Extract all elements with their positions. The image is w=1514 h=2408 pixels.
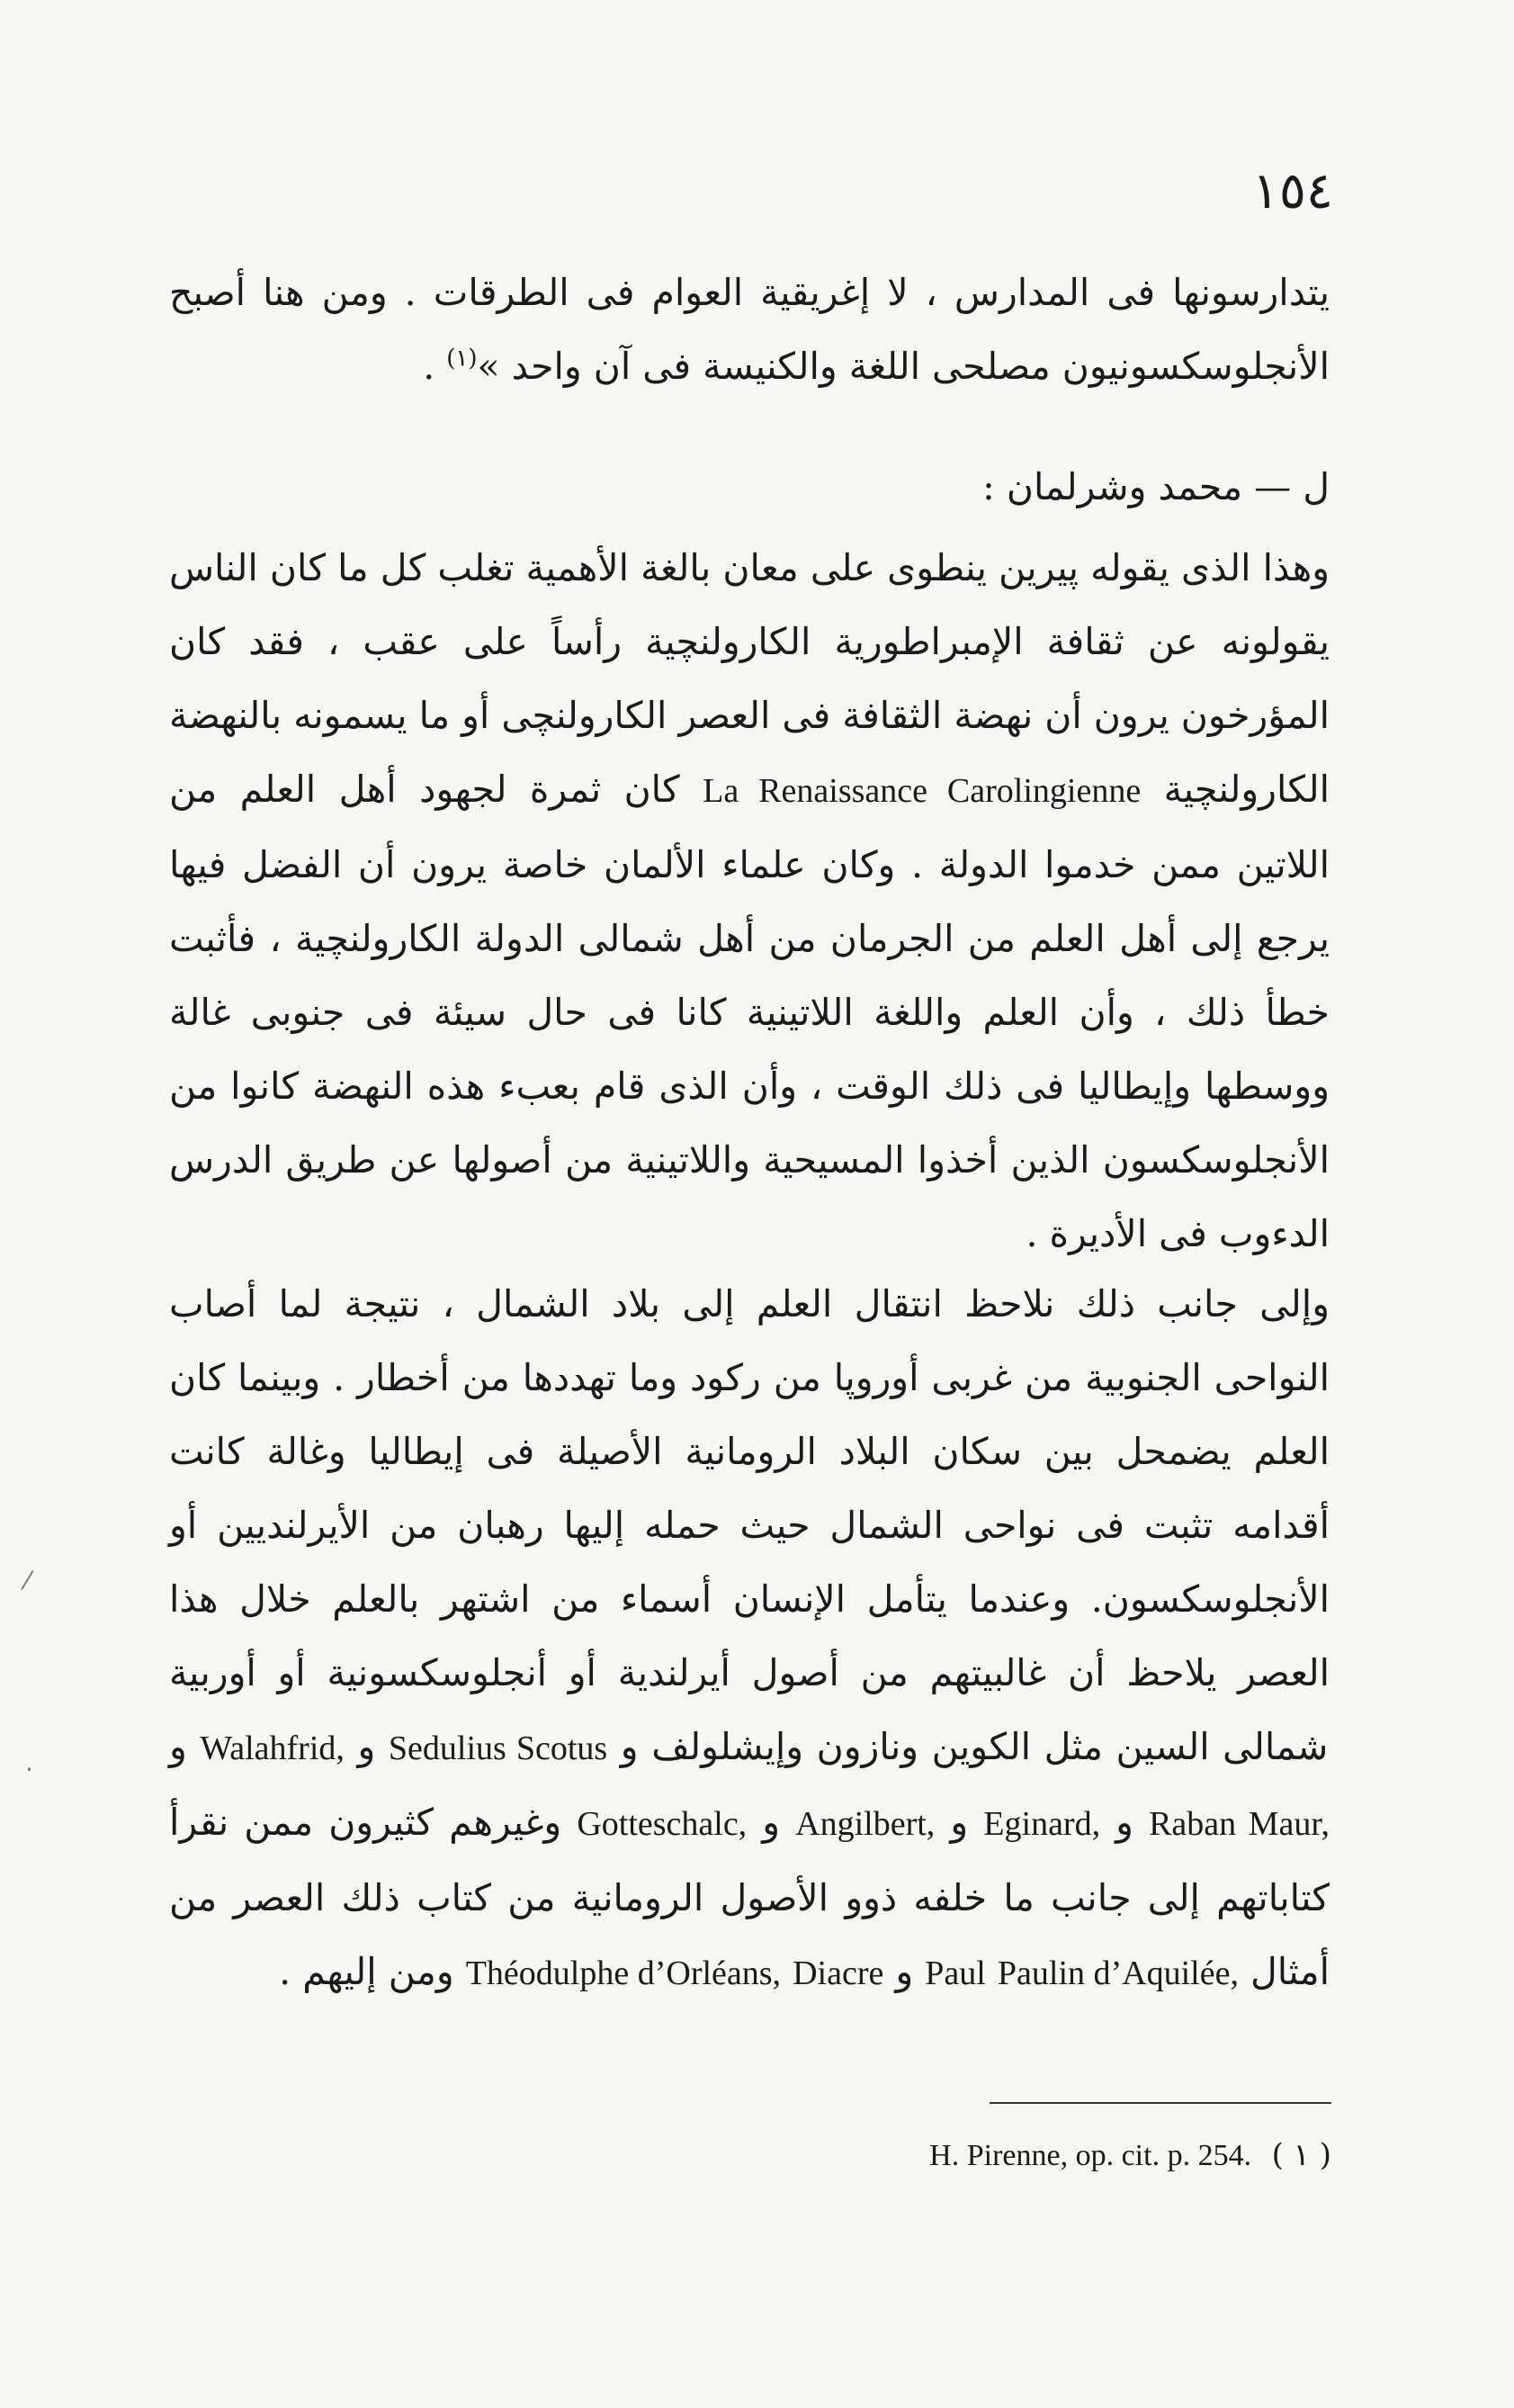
- paragraph-2-part-1: وهذا الذى يقوله پيرين ينطوى على معان بالغة الأهمية تغلب كل ما كان الناس يقولونه عن ثقافة الإمبراطورية الكارولنچية رأساً على عقب ، فقد كان المؤرخون يرون أن نهضة الثقافة فى العصر الكارولنچى أو ما يسمونه بالنهضة الكارولنچية: [169, 546, 1330, 811]
- footnote: [720, 2133, 1331, 2179]
- margin-scan-mark: ⁄: [25, 1566, 30, 1595]
- latin-name-paulin: Paulin d’Aquilée,: [997, 1954, 1239, 1992]
- latin-name-sedulius: Sedulius Scotus: [388, 1730, 608, 1767]
- latin-term-renaissance: La Renaissance Carolingienne: [703, 772, 1142, 810]
- conjunction: و: [935, 1801, 969, 1844]
- paragraph-1-end: .: [423, 345, 447, 388]
- latin-name-walahfrid: Walahfrid,: [200, 1730, 345, 1767]
- paragraph-2: [169, 531, 1330, 1271]
- latin-name-angilbert: Angilbert,: [795, 1805, 936, 1843]
- latin-name-gotteschalc: Gotteschalc,: [577, 1805, 748, 1843]
- paragraph-3-part-2: وغيرهم كثيرون ممن نقرأ كتاباتهم إلى جانب ما خلفه ذوو الأصول الرومانية من كتاب ذلك العصر من أمثال: [169, 1801, 1330, 1993]
- section-heading-text: ل — محمد وشرلمان :: [982, 465, 1330, 508]
- margin-scan-mark: ·: [25, 1755, 33, 1784]
- footnote-marker: ( ١ ): [1271, 2137, 1331, 2173]
- conjunction: و: [169, 1725, 187, 1768]
- paragraph-3-part-3: ومن إليهم .: [279, 1950, 454, 1993]
- paragraph-3-part-1: وإلى جانب ذلك نلاحظ انتقال العلم إلى بلاد الشمال ، نتيجة لما أصاب النواحى الجنوبية من غربى أوروپا من ركود وما تهددها من أخطار . وبينما كان العلم يضمحل بين سكان البلاد الرومانية الأصيلة فى إيطاليا وغالة كانت أقدامه تثبت فى نواحى الشمال حيث حمله إليها رهبان من الأيرلنديين أو الأنجلوسكسون. وعندما يتأمل الإنسان أسماء من اشتهر بالعلم خلال هذا العصر يلاحظ أن غالبيتهم من أصول أيرلندية أو أنجلوسكسونية أو أوربية شمالى السين مثل الكوين ونازون وإيشلولف و: [169, 1282, 1330, 1768]
- conjunction: و: [747, 1801, 781, 1844]
- paragraph-3: [169, 1267, 1330, 2010]
- footnote-divider: [990, 2102, 1331, 2104]
- latin-name-paul: Paul: [925, 1954, 986, 1992]
- latin-name-raban: Raban Maur,: [1149, 1805, 1330, 1843]
- conjunction: و: [895, 1950, 914, 1993]
- paragraph-1: [169, 256, 1330, 403]
- footnote-reference: (١): [446, 345, 478, 373]
- conjunction: و: [1100, 1801, 1133, 1844]
- latin-name-diacre: Diacre: [793, 1954, 884, 1992]
- section-heading: [169, 450, 1330, 524]
- latin-name-theodulphe: Théodulphe d’Orléans,: [465, 1954, 782, 1992]
- footnote-text: H. Pirenne, op. cit. p. 254.: [929, 2139, 1252, 2172]
- page-number: ١٥٤: [1251, 162, 1333, 220]
- paragraph-2-part-2: كان ثمرة لجهود أهل العلم من اللاتين ممن خدموا الدولة . وكان علماء الألمان خاصة يرون أن الفضل فيها يرجع إلى أهل العلم من الجرمان من أهل شمالى الدولة الكارولنچية ، فأثبت خطأ ذلك ، وأن العلم واللغة اللاتينية كانا فى حال سيئة فى جنوبى غالة ووسطها وإيطاليا فى ذلك الوقت ، وأن الذى قام بعبء هذه النهضة كانوا من الأنجلوسكسون الذين أخذوا المسيحية واللاتينية من أصولها عن طريق الدرس الدءوب فى الأديرة .: [169, 768, 1330, 1255]
- latin-name-eginard: Eginard,: [983, 1805, 1101, 1843]
- conjunction: و: [344, 1725, 376, 1768]
- paragraph-1-text: يتدارسونها فى المدارس ، لا إغريقية العوام فى الطرقات . ومن هنا أصبح الأنجلوسكسونيون مصلحى اللغة والكنيسة فى آن واحد »: [169, 271, 1330, 388]
